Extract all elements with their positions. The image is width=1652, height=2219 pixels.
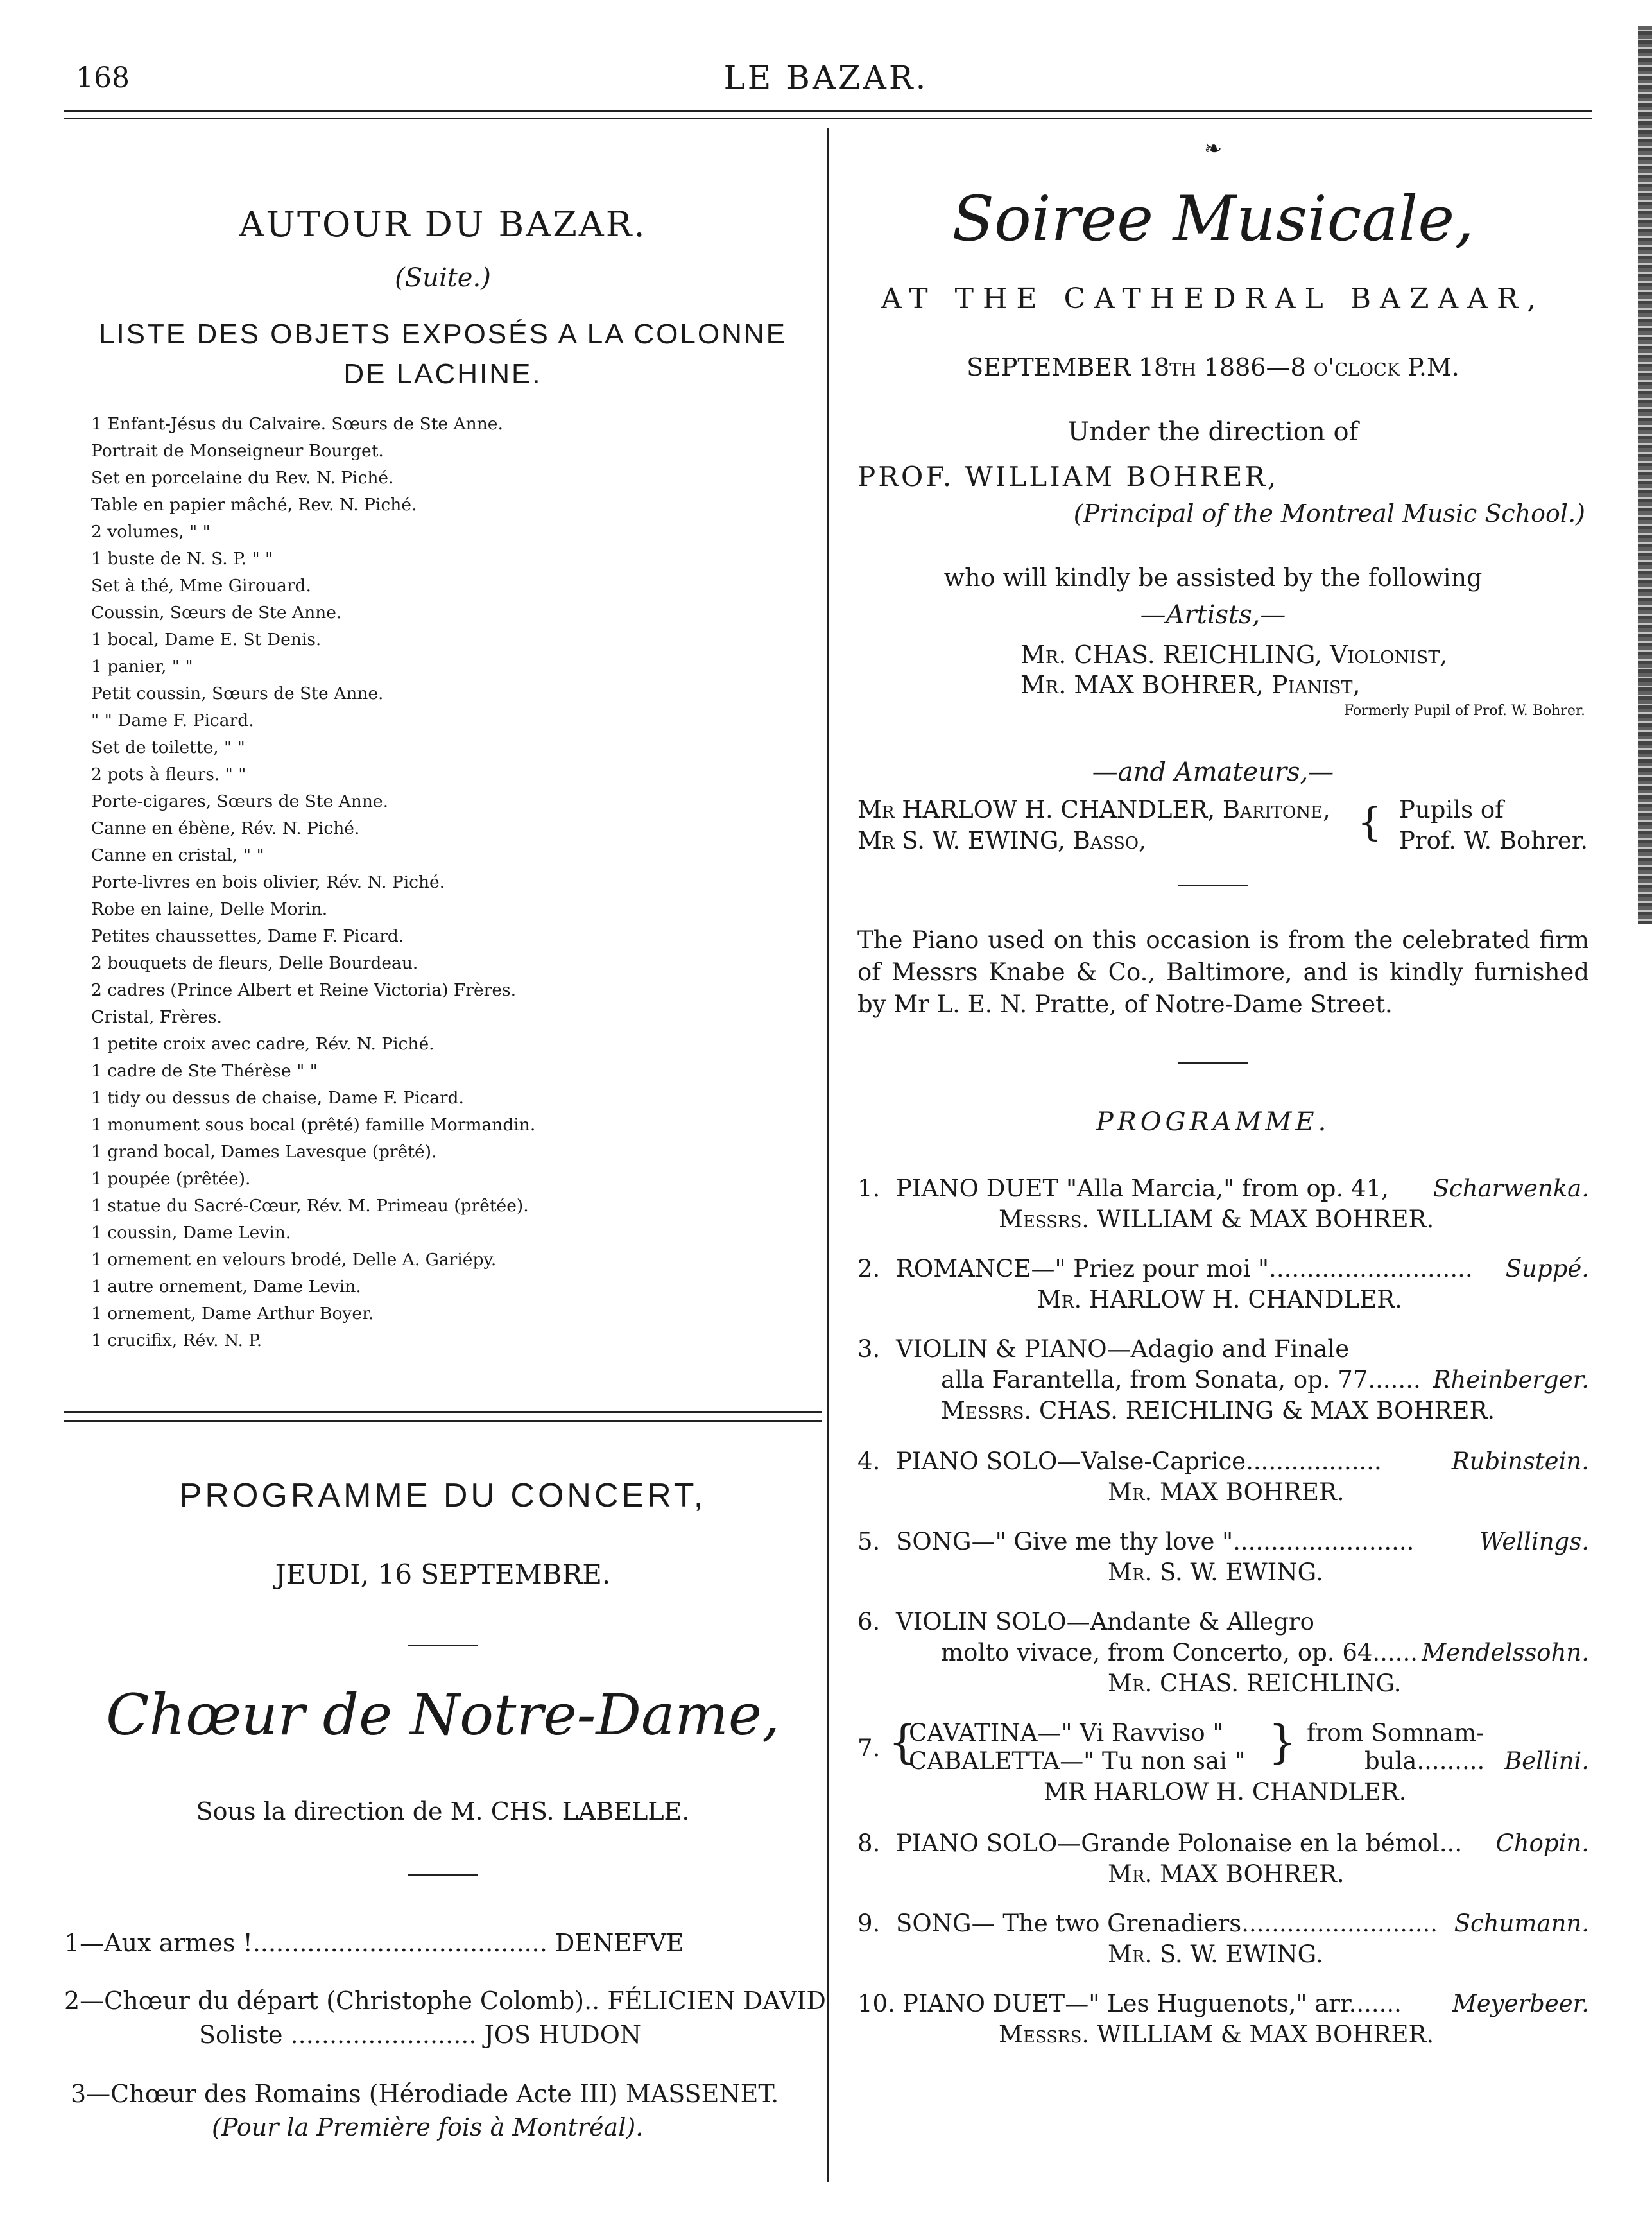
pupils-line-1: Pupils of [1399, 796, 1504, 824]
formerly-note: Formerly Pupil of Prof. W. Bohrer. [1343, 703, 1585, 719]
program-item-from: from Somnam- [1307, 1719, 1484, 1747]
program-item-performers: Messrs. WILLIAM & MAX BOHRER. [999, 2021, 1434, 2048]
cathedral-bazaar-heading: AT THE CATHEDRAL BAZAAR, [881, 282, 1545, 315]
program-item-performers: Mr. MAX BOHRER. [1108, 1478, 1345, 1506]
list-item: 2 pots à fleurs. " " [91, 764, 246, 784]
list-item: 1 monument sous bocal (prêté) famille Mormandin. [91, 1115, 536, 1135]
assisted-text: who will kindly be assisted by the following [943, 564, 1483, 592]
concert-programme-title: PROGRAMME DU CONCERT, [179, 1477, 707, 1514]
program-item-number: 7. [857, 1734, 881, 1762]
concert-item-soliste [199, 2021, 641, 2049]
list-item: Petit coussin, Sœurs de Ste Anne. [91, 684, 384, 704]
objets-list [91, 411, 810, 1354]
piano-note: The Piano used on this occasion is from the celebrated firm of Messrs Knabe & Co., Baltimore, and is kindly furnished by Mr L. E. N. Pratte, of Notre-Dame Street. [857, 926, 1589, 1018]
program-item-performers: Mr. S. W. EWING. [1108, 1940, 1323, 1968]
program-item-8 [857, 1829, 1589, 1894]
list-item: 1 panier, " " [91, 657, 193, 677]
concert-item-title: 2—Chœur du départ (Christophe Colomb).. [64, 1987, 600, 2015]
program-item-2 [857, 1255, 1589, 1319]
list-item: 1 cadre de Ste Thérèse " " [91, 1061, 318, 1081]
list-item: Table en papier mâché, Rev. N. Piché. [91, 495, 417, 515]
pupils-line-2: Prof. W. Bohrer. [1399, 827, 1588, 854]
running-title: LE BAZAR. [723, 59, 929, 96]
artist-2: Mr. MAX BOHRER, Pianist, [1020, 671, 1361, 699]
divider-rule [1178, 885, 1248, 886]
list-item: Porte-livres en bois olivier, Rév. N. Piché. [91, 872, 445, 892]
list-item: Robe en laine, Delle Morin. [91, 899, 328, 919]
list-item: Cristal, Frères. [91, 1007, 222, 1027]
list-item: Coussin, Sœurs de Ste Anne. [91, 603, 342, 623]
autour-subtitle: (Suite.) [395, 263, 491, 293]
program-item-performers: Mr. MAX BOHRER. [1108, 1860, 1345, 1888]
brace-icon: { [1357, 800, 1382, 845]
list-item: 1 crucifix, Rév. N. P. [91, 1331, 262, 1351]
program-item-9 [857, 1910, 1589, 1974]
program-item-title: PIANO DUET—" Les Huguenots," arr....... [902, 1990, 1402, 2017]
concert-item-composer: MASSENET. [625, 2080, 779, 2108]
list-item: 2 bouquets de fleurs, Delle Bourdeau. [91, 953, 418, 973]
prof-name: PROF. WILLIAM BOHRER, [857, 461, 1279, 492]
program-item-composer: Suppé. [1505, 1255, 1589, 1282]
list-item: 1 tidy ou dessus de chaise, Dame F. Picard. [91, 1088, 464, 1108]
concert-item-1 [64, 1929, 684, 1957]
column-divider [827, 128, 829, 2182]
program-item-from-cont: bula......... [1364, 1747, 1485, 1775]
list-item: 1 Enfant-Jésus du Calvaire. Sœurs de Ste Anne. [91, 414, 503, 434]
concert-item-composer: JOS HUDON [484, 2021, 642, 2049]
program-item-3 [857, 1335, 1589, 1431]
artist-1: Mr. CHAS. REICHLING, Violonist, [1020, 641, 1448, 669]
amateurs-label: —and Amateurs,— [1092, 757, 1334, 787]
list-item: 1 poupée (prêtée). [91, 1169, 251, 1189]
list-item: Portrait de Monseigneur Bourget. [91, 441, 384, 461]
program-item-composer: Bellini. [1504, 1747, 1589, 1775]
program-item-title-cont: alla Farantella, from Sonata, op. 77....... [941, 1366, 1421, 1394]
program-item-title: ROMANCE—" Priez pour moi "........................... [896, 1255, 1473, 1282]
program-item-title: VIOLIN & PIANO—Adagio and Finale [896, 1335, 1350, 1363]
list-item: 1 buste de N. S. P. " " [91, 549, 273, 569]
program-item-performers: MR HARLOW H. CHANDLER. [1044, 1778, 1407, 1806]
list-item: 1 petite croix avec cadre, Rév. N. Piché. [91, 1034, 435, 1054]
brace-icon: { [888, 1716, 917, 1768]
program-item-title: VIOLIN SOLO—Andante & Allegro [896, 1608, 1314, 1636]
page-number: 168 [76, 62, 130, 94]
concert-item-3 [71, 2080, 779, 2108]
program-item-title: CAVATINA—" Vi Ravviso " [909, 1719, 1224, 1747]
list-item: 1 ornement en velours brodé, Delle A. Gariépy. [91, 1250, 497, 1270]
program-item-performers: Messrs. CHAS. REICHLING & MAX BOHRER. [941, 1397, 1495, 1424]
list-item: Canne en cristal, " " [91, 845, 264, 865]
concert-date: JEUDI, 16 SEPTEMBRE. [275, 1558, 611, 1590]
divider-rule [1178, 1062, 1248, 1064]
list-item: Petites chaussettes, Dame F. Picard. [91, 926, 404, 946]
list-item: Porte-cigares, Sœurs de Ste Anne. [91, 791, 389, 811]
under-direction: Under the direction of [1067, 417, 1359, 447]
program-item-performers: Mr. HARLOW H. CHANDLER. [1037, 1286, 1402, 1313]
concert-item-note-text: (Pour la Première fois à Montréal). [212, 2113, 644, 2141]
program-item-composer: Schumann. [1454, 1910, 1589, 1937]
program-item-number: 9. [857, 1910, 881, 1937]
liste-title [64, 315, 822, 394]
program-item-6 [857, 1608, 1589, 1704]
principal-note: (Principal of the Montreal Music School.) [1073, 499, 1585, 528]
concert-item-2 [64, 1987, 826, 2015]
concert-item-title: 3—Chœur des Romains (Hérodiade Acte III) [71, 2080, 618, 2108]
concert-item-note [212, 2113, 643, 2141]
program-item-title-cont: molto vivace, from Concerto, op. 64...... [941, 1639, 1418, 1666]
list-item: Set de toilette, " " [91, 738, 245, 757]
program-item-number: 2. [857, 1255, 881, 1282]
list-item: 1 bocal, Dame E. St Denis. [91, 630, 322, 650]
choeur-title: Chœur de Notre-Dame, [106, 1682, 780, 1748]
list-item: 1 coussin, Dame Levin. [91, 1223, 291, 1243]
list-item: Canne en ébène, Rév. N. Piché. [91, 818, 360, 838]
program-item-number: 10. [857, 1990, 895, 2017]
program-item-7 [857, 1716, 1589, 1815]
program-item-title: SONG—" Give me thy love "........................ [896, 1528, 1415, 1555]
divider-rule [408, 1645, 478, 1646]
program-item-5 [857, 1528, 1589, 1592]
program-item-10 [857, 1990, 1589, 2054]
scan-edge [1638, 26, 1652, 924]
program-item-composer: Rubinstein. [1451, 1447, 1589, 1475]
program-item-title: PIANO DUET "Alla Marcia," from op. 41, [896, 1175, 1389, 1202]
program-item-performers: Mr. S. W. EWING. [1108, 1558, 1323, 1586]
program-item-title: PIANO SOLO—Valse-Caprice.................. [896, 1447, 1382, 1475]
program-item-number: 8. [857, 1829, 881, 1857]
program-item-number: 1. [857, 1175, 881, 1202]
list-item: Set en porcelaine du Rev. N. Piché. [91, 468, 394, 488]
list-item: 2 volumes, " " [91, 522, 211, 542]
concert-item-title: 1—Aux armes !...................................... [64, 1929, 547, 1957]
program-item-1 [857, 1175, 1589, 1239]
concert-item-composer: FÉLICIEN DAVID [607, 1987, 826, 2015]
program-item-composer: Mendelssohn. [1422, 1639, 1589, 1666]
amateur-1: Mr HARLOW H. CHANDLER, Baritone, [857, 796, 1330, 824]
section-rule-top [64, 1411, 822, 1413]
soiree-date: SEPTEMBER 18th 1886—8 o'clock P.M. [967, 353, 1459, 381]
liste-title-line-2: DE LACHINE. [343, 358, 542, 390]
program-item-composer: Wellings. [1479, 1528, 1589, 1555]
artists-label: —Artists,— [1140, 600, 1286, 630]
concert-item-composer: DENEFVE [555, 1929, 684, 1957]
program-item-composer: Meyerbeer. [1452, 1990, 1589, 2017]
program-item-performers: Mr. CHAS. REICHLING. [1108, 1670, 1402, 1697]
concert-item-title: Soliste ........................ [199, 2021, 477, 2049]
list-item: 1 statue du Sacré-Cœur, Rév. M. Primeau (prêtée). [91, 1196, 529, 1216]
program-item-4 [857, 1447, 1589, 1512]
list-item: " " Dame F. Picard. [91, 711, 254, 730]
program-item-title-cont: CABALETTA—" Tu non sai " [909, 1747, 1246, 1775]
section-rule-bottom [64, 1420, 822, 1422]
autour-title: AUTOUR DU BAZAR. [239, 204, 647, 245]
program-item-title: PIANO SOLO—Grande Polonaise en la bémol... [896, 1829, 1463, 1857]
program-item-number: 3. [857, 1335, 881, 1363]
program-item-number: 6. [857, 1608, 881, 1636]
program-item-title: SONG— The two Grenadiers.......................... [896, 1910, 1438, 1937]
list-item: 1 ornement, Dame Arthur Boyer. [91, 1304, 374, 1324]
amateur-2: Mr S. W. EWING, Basso, [857, 827, 1146, 854]
list-item: 1 grand bocal, Dames Lavesque (prêté). [91, 1142, 437, 1162]
program-item-number: 5. [857, 1528, 881, 1555]
program-item-performers: Messrs. WILLIAM & MAX BOHRER. [999, 1205, 1434, 1233]
divider-rule [408, 1874, 478, 1876]
program-item-number: 4. [857, 1447, 881, 1475]
program-item-composer: Scharwenka. [1433, 1175, 1589, 1202]
liste-title-line-1: LISTE DES OBJETS EXPOSÉS A LA COLONNE [98, 318, 787, 350]
ornament: ❧ [1203, 136, 1223, 162]
list-item: Set à thé, Mme Girouard. [91, 576, 311, 596]
programme-heading: PROGRAMME. [1096, 1107, 1330, 1137]
right-column [834, 0, 1592, 2219]
list-item: 2 cadres (Prince Albert et Reine Victoria) Frères. [91, 980, 517, 1000]
brace-icon: } [1268, 1716, 1297, 1768]
choeur-direction: Sous la direction de M. CHS. LABELLE. [196, 1797, 690, 1826]
list-item: 1 autre ornement, Dame Levin. [91, 1277, 361, 1297]
program-item-composer: Rheinberger. [1433, 1366, 1589, 1394]
program-item-composer: Chopin. [1495, 1829, 1589, 1857]
soiree-title: Soiree Musicale, [952, 183, 1474, 255]
